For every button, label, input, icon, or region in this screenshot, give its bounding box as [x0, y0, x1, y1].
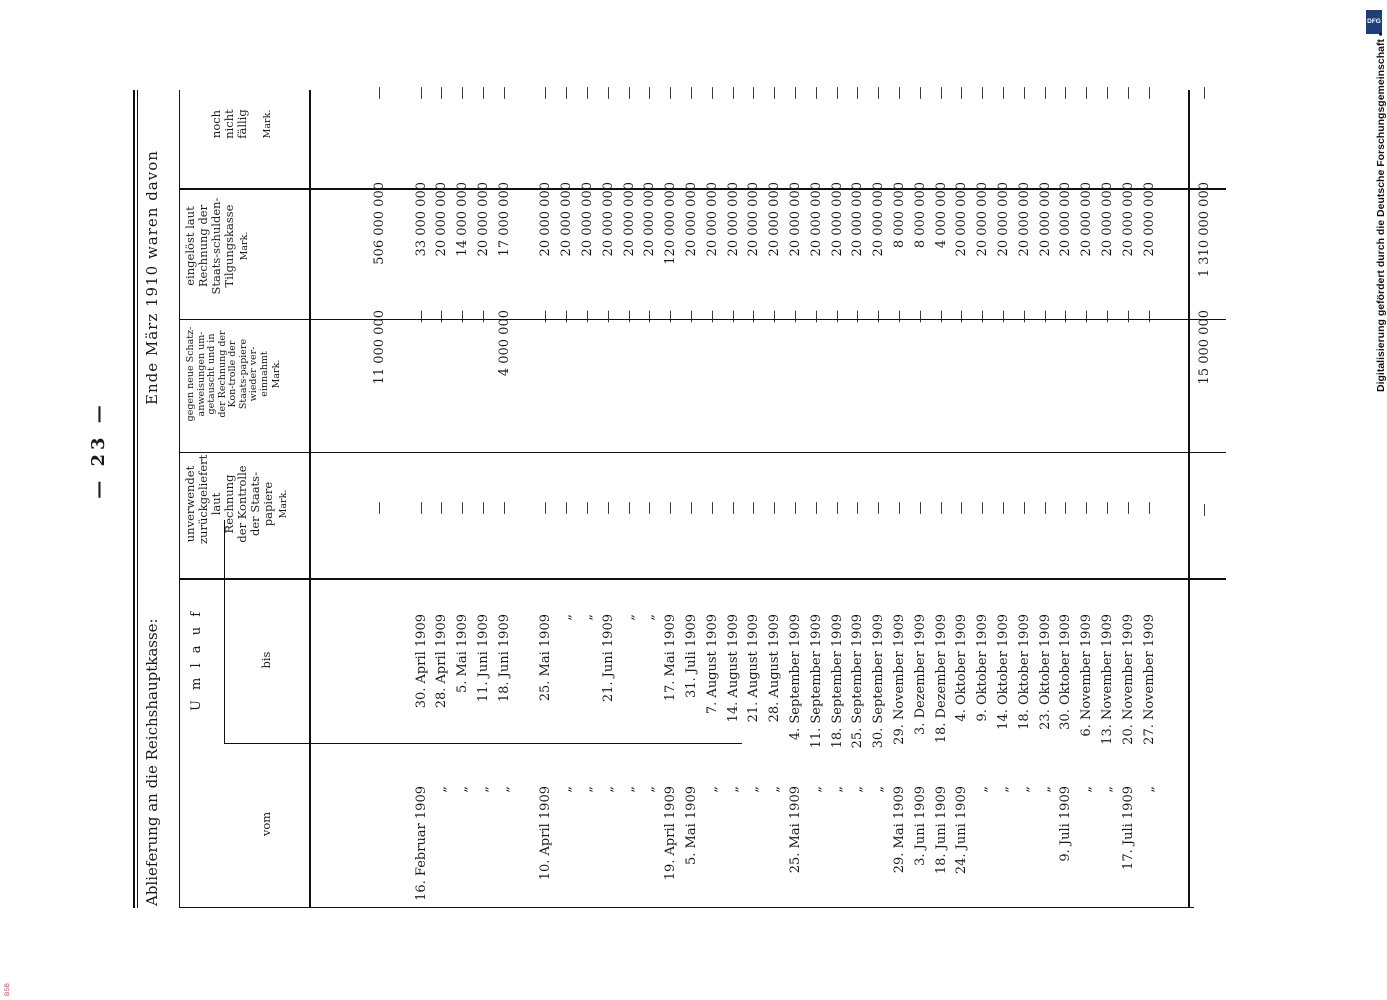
cell-bis: 11. Juni 1909 — [476, 614, 491, 703]
cell-vom: 16. Februar 1909 — [413, 786, 429, 901]
cell-eingeloest: 20 000 000 — [788, 182, 803, 257]
cell-unverwendet: — — [476, 501, 491, 515]
cell-bis: 18. Juni 1909 — [496, 614, 512, 703]
cell-bis: 30. Oktober 1909 — [1058, 614, 1074, 730]
cell-vom: „ — [725, 786, 741, 793]
cell-vom: „ — [871, 786, 887, 793]
cell-unverwendet: — — [1141, 501, 1157, 515]
cell-noch-nicht-faellig: — — [1037, 86, 1053, 100]
cell-gegen: — — [975, 310, 991, 323]
cell-unverwendet: — — [1016, 501, 1032, 515]
cell-eingeloest: 20 000 000 — [704, 182, 720, 257]
cell-unverwendet: — — [455, 501, 471, 515]
cell-bis: 6. November 1909 — [1079, 614, 1095, 737]
cell-vom — [370, 786, 391, 908]
cell-unverwendet: — — [372, 501, 387, 515]
cell-unverwendet: — — [1120, 501, 1136, 515]
cell-gegen: — — [1100, 310, 1115, 323]
cell-eingeloest: 506 000 000 — [372, 182, 387, 265]
cell-noch-nicht-faellig: — — [663, 86, 679, 100]
rule-top-double-a — [133, 90, 135, 908]
cell-eingeloest: 20 000 000 — [871, 182, 887, 257]
cell-eingeloest: 20 000 000 — [1058, 182, 1074, 257]
cell-bis: 4. September 1909 — [788, 614, 803, 741]
cell-bis: 18. Oktober 1909 — [1016, 614, 1032, 730]
cell-noch-nicht-faellig: — — [455, 86, 471, 100]
cell-gegen — [391, 310, 412, 426]
cell-vom — [391, 786, 412, 908]
cell-gegen: — — [600, 310, 616, 323]
cell-unverwendet: — — [746, 501, 762, 515]
col-line-umlauf-end — [179, 578, 1226, 580]
cell-gegen: — — [559, 310, 575, 323]
cell-vom: „ — [455, 786, 471, 793]
cell-gegen: 4 000 000 — [496, 310, 512, 377]
cell-bis — [516, 614, 537, 750]
cell-bis: „ — [559, 614, 575, 621]
cell-eingeloest: 20 000 000 — [476, 182, 491, 257]
cell-eingeloest: 20 000 000 — [954, 182, 970, 257]
total-noch: — — [1197, 86, 1212, 100]
cell-vom: 24. Juni 1909 — [954, 786, 970, 875]
cell-noch-nicht-faellig: — — [434, 86, 450, 100]
cell-vom: „ — [767, 786, 783, 793]
cell-gegen: — — [413, 310, 429, 323]
cell-vom: „ — [434, 786, 450, 793]
cell-eingeloest: 4 000 000 — [933, 182, 949, 249]
header-noch-unit: Mark. — [262, 109, 273, 139]
cell-bis: 30. April 1909 — [413, 614, 429, 709]
cell-vom: „ — [808, 786, 824, 793]
cell-vom: „ — [559, 786, 575, 793]
cell-noch-nicht-faellig: — — [538, 86, 554, 100]
cell-bis: 29. November 1909 — [892, 614, 907, 745]
cell-noch-nicht-faellig: — — [996, 86, 1011, 100]
cell-eingeloest: 20 000 000 — [1120, 182, 1136, 257]
cell-eingeloest: 20 000 000 — [1037, 182, 1053, 257]
cell-noch-nicht-faellig: — — [476, 86, 491, 100]
cell-unverwendet: — — [975, 501, 991, 515]
cell-unverwendet: — — [684, 501, 699, 515]
cell-unverwendet — [516, 438, 537, 578]
header-gegen-unit: Mark. — [271, 359, 282, 389]
cell-unverwendet: — — [580, 501, 595, 515]
cell-eingeloest: 20 000 000 — [746, 182, 762, 257]
cell-noch-nicht-faellig: — — [892, 86, 907, 100]
cell-noch-nicht-faellig: — — [808, 86, 824, 100]
cell-vom: „ — [1016, 786, 1032, 793]
library-mark: BSB — [4, 982, 11, 996]
cell-unverwendet: — — [954, 501, 970, 515]
cell-noch-nicht-faellig: — — [413, 86, 429, 100]
cell-unverwendet: — — [912, 501, 928, 515]
cell-vom: „ — [1141, 786, 1157, 793]
cell-bis: 28. April 1909 — [434, 614, 450, 709]
cell-vom: „ — [642, 786, 658, 793]
total-unverwendet: — — [1197, 503, 1212, 517]
cell-gegen: — — [954, 310, 970, 323]
cell-noch-nicht-faellig: — — [912, 86, 928, 100]
cell-noch-nicht-faellig: — — [933, 86, 949, 100]
cell-unverwendet: — — [1079, 501, 1095, 515]
cell-gegen: — — [1120, 310, 1136, 323]
cell-bis: 25. Mai 1909 — [538, 614, 554, 702]
cell-eingeloest: 20 000 000 — [1100, 182, 1115, 257]
cell-gegen: — — [476, 310, 491, 323]
cell-eingeloest: 14 000 000 — [455, 182, 471, 257]
cell-unverwendet: — — [829, 501, 845, 515]
cell-unverwendet: — — [663, 501, 679, 515]
cell-gegen: — — [538, 310, 554, 323]
cell-noch-nicht-faellig: — — [767, 86, 783, 100]
cell-eingeloest: 20 000 000 — [767, 182, 783, 257]
cell-unverwendet: — — [850, 501, 866, 515]
cell-eingeloest: 33 000 000 — [413, 182, 429, 257]
header-unverwendet-unit: Mark. — [278, 489, 289, 519]
cell-unverwendet: — — [892, 501, 907, 515]
cell-gegen: — — [642, 310, 658, 323]
cell-noch-nicht-faellig: — — [725, 86, 741, 100]
cell-gegen: — — [663, 310, 679, 323]
cell-gegen: — — [808, 310, 824, 323]
cell-unverwendet: — — [704, 501, 720, 515]
header-eingeloest-text: eingelöst laut Rechnung der Staats-schulden-Tilgungskasse — [183, 197, 236, 295]
cell-gegen: — — [1141, 310, 1157, 323]
title-ende-maerz: Ende März 1910 waren davon — [143, 150, 161, 405]
cell-noch-nicht-faellig: — — [600, 86, 616, 100]
cell-eingeloest: 20 000 000 — [850, 182, 866, 257]
cell-vom: 17. Juli 1909 — [1120, 786, 1136, 870]
cell-unverwendet: — — [642, 501, 658, 515]
cell-eingeloest — [391, 182, 412, 300]
cell-vom: „ — [476, 786, 491, 793]
cell-noch-nicht-faellig: — — [1120, 86, 1136, 100]
cell-eingeloest: 20 000 000 — [642, 182, 658, 257]
cell-vom: 19. April 1909 — [663, 786, 679, 881]
cell-eingeloest: 20 000 000 — [559, 182, 575, 257]
cell-eingeloest — [516, 182, 537, 300]
cell-eingeloest: 20 000 000 — [1141, 182, 1157, 257]
cell-bis: 4. Oktober 1909 — [954, 614, 970, 722]
cell-noch-nicht-faellig: — — [788, 86, 803, 100]
cell-bis: 23. Oktober 1909 — [1037, 614, 1053, 730]
cell-gegen: — — [850, 310, 866, 323]
cell-unverwendet: — — [1037, 501, 1053, 515]
cell-bis: 21. Juni 1909 — [600, 614, 616, 703]
cell-gegen: — — [746, 310, 762, 323]
cell-gegen: — — [621, 310, 637, 323]
cell-eingeloest: 20 000 000 — [434, 182, 450, 257]
cell-vom: „ — [996, 786, 1011, 793]
cell-vom: 10. April 1909 — [538, 786, 554, 881]
cell-vom: „ — [1079, 786, 1095, 793]
cell-unverwendet: — — [725, 501, 741, 515]
cell-bis — [391, 614, 412, 750]
cell-eingeloest: 8 000 000 — [892, 182, 907, 249]
header-unverwendet — [183, 454, 290, 544]
cell-bis: 28. August 1909 — [767, 614, 783, 723]
cell-bis: 7. August 1909 — [704, 614, 720, 715]
cell-unverwendet: — — [996, 501, 1011, 515]
cell-gegen: 11 000 000 — [372, 310, 387, 385]
cell-bis: 11. September 1909 — [808, 614, 824, 749]
cell-bis: 18. Dezember 1909 — [933, 614, 949, 744]
cell-eingeloest: 20 000 000 — [538, 182, 554, 257]
cell-noch-nicht-faellig: — — [372, 86, 387, 100]
cell-unverwendet: — — [538, 501, 554, 515]
cell-gegen: — — [829, 310, 845, 323]
cell-vom: „ — [1100, 786, 1115, 793]
cell-gegen: — — [684, 310, 699, 323]
cell-unverwendet: — — [496, 501, 512, 515]
cell-vom: „ — [600, 786, 616, 793]
cell-vom — [516, 786, 537, 908]
cell-bis: 27. November 1909 — [1141, 614, 1157, 745]
cell-noch-nicht-faellig: — — [850, 86, 866, 100]
cell-gegen: — — [455, 310, 471, 323]
cell-bis: 3. Dezember 1909 — [912, 614, 928, 735]
title-ablieferung: Ablieferung an die Reichshauptkasse: — [143, 618, 161, 906]
header-eingeloest — [184, 192, 251, 300]
cell-gegen: — — [767, 310, 783, 323]
cell-noch-nicht-faellig: — — [642, 86, 658, 100]
total-eingeloest: 1 310 000 000 — [1197, 182, 1212, 278]
cell-gegen — [516, 310, 537, 426]
cell-bis: 20. November 1909 — [1120, 614, 1136, 745]
dfg-logo: DFG — [1366, 10, 1382, 34]
cell-vom: 9. Juli 1909 — [1058, 786, 1074, 862]
cell-vom: „ — [829, 786, 845, 793]
cell-bis: 14. Oktober 1909 — [996, 614, 1011, 730]
cell-eingeloest: 20 000 000 — [996, 182, 1011, 257]
cell-bis: „ — [580, 614, 595, 621]
header-eingeloest-unit: Mark. — [239, 231, 250, 261]
cell-bis — [370, 614, 391, 750]
cell-noch-nicht-faellig: — — [1058, 86, 1074, 100]
cell-noch-nicht-faellig: — — [704, 86, 720, 100]
header-gegen-text: gegen neue Schatz-anweisungen um-getauscht und in der Rechnung der Kon-trolle der Staats-papiere wieder ver-einnahmt — [185, 326, 270, 422]
cell-gegen: — — [871, 310, 887, 323]
cell-gegen: — — [1037, 310, 1053, 323]
rule-under-headers — [309, 90, 311, 908]
cell-vom: „ — [746, 786, 762, 793]
cell-unverwendet: — — [767, 501, 783, 515]
cell-bis: 25. September 1909 — [850, 614, 866, 749]
cell-unverwendet: — — [871, 501, 887, 515]
cell-bis: „ — [621, 614, 637, 621]
cell-gegen: — — [996, 310, 1011, 323]
cell-vom: „ — [580, 786, 595, 793]
total-gegen: 15 000 000 — [1197, 310, 1212, 385]
cell-bis: 9. Oktober 1909 — [975, 614, 991, 722]
cell-eingeloest: 20 000 000 — [580, 182, 595, 257]
cell-vom: 18. Juni 1909 — [933, 786, 949, 875]
cell-unverwendet: — — [1100, 501, 1115, 515]
cell-gegen: — — [1079, 310, 1095, 323]
rule-top-double-b — [137, 90, 138, 908]
cell-noch-nicht-faellig: — — [954, 86, 970, 100]
header-bis: bis — [259, 651, 273, 669]
cell-noch-nicht-faellig: — — [580, 86, 595, 100]
cell-vom: „ — [1037, 786, 1053, 793]
cell-noch-nicht-faellig: — — [1100, 86, 1115, 100]
cell-eingeloest: 20 000 000 — [1016, 182, 1032, 257]
funding-note: Digitalisierung gefördert durch die Deutsche Forschungsgemeinschaft • — [1375, 32, 1387, 392]
header-umlauf: U m l a u f — [189, 608, 204, 712]
cell-vom: „ — [496, 786, 512, 793]
cell-noch-nicht-faellig: — — [871, 86, 887, 100]
cell-unverwendet: — — [559, 501, 575, 515]
cell-gegen: — — [912, 310, 928, 323]
cell-bis: 21. August 1909 — [746, 614, 762, 723]
cell-vom: 3. Juni 1909 — [912, 786, 928, 866]
cell-noch-nicht-faellig: — — [684, 86, 699, 100]
cell-bis: 30. September 1909 — [871, 614, 887, 749]
cell-eingeloest: 20 000 000 — [808, 182, 824, 257]
cell-eingeloest: 20 000 000 — [1079, 182, 1095, 257]
cell-bis: 31. Juli 1909 — [684, 614, 699, 698]
cell-gegen: — — [1016, 310, 1032, 323]
cell-unverwendet: — — [933, 501, 949, 515]
cell-vom: 29. Mai 1909 — [892, 786, 907, 874]
cell-noch-nicht-faellig: — — [829, 86, 845, 100]
header-gegen — [186, 326, 283, 422]
cell-unverwendet: — — [1058, 501, 1074, 515]
cell-eingeloest: 8 000 000 — [912, 182, 928, 249]
rule-totals — [1188, 90, 1190, 908]
cell-eingeloest: 120 000 000 — [663, 182, 679, 265]
cell-unverwendet: — — [600, 501, 616, 515]
cell-noch-nicht-faellig: — — [975, 86, 991, 100]
cell-eingeloest: 20 000 000 — [829, 182, 845, 257]
cell-eingeloest: 17 000 000 — [496, 182, 512, 257]
cell-noch-nicht-faellig — [516, 18, 537, 168]
cell-eingeloest: 20 000 000 — [684, 182, 699, 257]
cell-bis: 14. August 1909 — [725, 614, 741, 723]
cell-noch-nicht-faellig: — — [1016, 86, 1032, 100]
cell-bis: 13. November 1909 — [1100, 614, 1115, 745]
cell-bis: 18. September 1909 — [829, 614, 845, 749]
header-unverwendet-text: unverwendet zurückgeliefert laut Rechnung der Kontrolle der Staats-papiere — [183, 454, 275, 544]
cell-noch-nicht-faellig: — — [1141, 86, 1157, 100]
cell-unverwendet — [391, 438, 412, 578]
cell-gegen: — — [788, 310, 803, 323]
cell-gegen: — — [434, 310, 450, 323]
cell-eingeloest: 20 000 000 — [975, 182, 991, 257]
cell-unverwendet: — — [621, 501, 637, 515]
cell-gegen: — — [580, 310, 595, 323]
cell-gegen: — — [725, 310, 741, 323]
cell-unverwendet: — — [788, 501, 803, 515]
header-noch-nicht-faellig — [210, 94, 274, 154]
cell-vom: 5. Mai 1909 — [684, 786, 699, 865]
cell-noch-nicht-faellig: — — [621, 86, 637, 100]
cell-vom: „ — [850, 786, 866, 793]
cell-eingeloest: 20 000 000 — [725, 182, 741, 257]
cell-bis: 17. Mai 1909 — [663, 614, 679, 702]
page-number: — 23 — — [88, 401, 109, 499]
cell-noch-nicht-faellig: — — [746, 86, 762, 100]
header-vom: vom — [259, 811, 273, 837]
cell-noch-nicht-faellig: — — [496, 86, 512, 100]
cell-noch-nicht-faellig: — — [1079, 86, 1095, 100]
cell-eingeloest: 20 000 000 — [600, 182, 616, 257]
rule-under-umlauf — [224, 520, 225, 744]
cell-eingeloest: 20 000 000 — [621, 182, 637, 257]
cell-noch-nicht-faellig — [391, 18, 412, 168]
cell-gegen: — — [892, 310, 907, 323]
cell-gegen: — — [933, 310, 949, 323]
cell-bis: „ — [642, 614, 658, 621]
cell-noch-nicht-faellig: — — [559, 86, 575, 100]
cell-vom: „ — [621, 786, 637, 793]
cell-unverwendet: — — [413, 501, 429, 515]
header-noch-text: noch nicht fällig — [209, 109, 249, 139]
cell-vom: „ — [975, 786, 991, 793]
rule-under-titles — [179, 90, 180, 908]
cell-vom: 25. Mai 1909 — [788, 786, 803, 874]
cell-gegen: — — [704, 310, 720, 323]
cell-unverwendet: — — [808, 501, 824, 515]
cell-gegen: — — [1058, 310, 1074, 323]
cell-vom: „ — [704, 786, 720, 793]
cell-bis: 5. Mai 1909 — [455, 614, 471, 693]
cell-unverwendet: — — [434, 501, 450, 515]
